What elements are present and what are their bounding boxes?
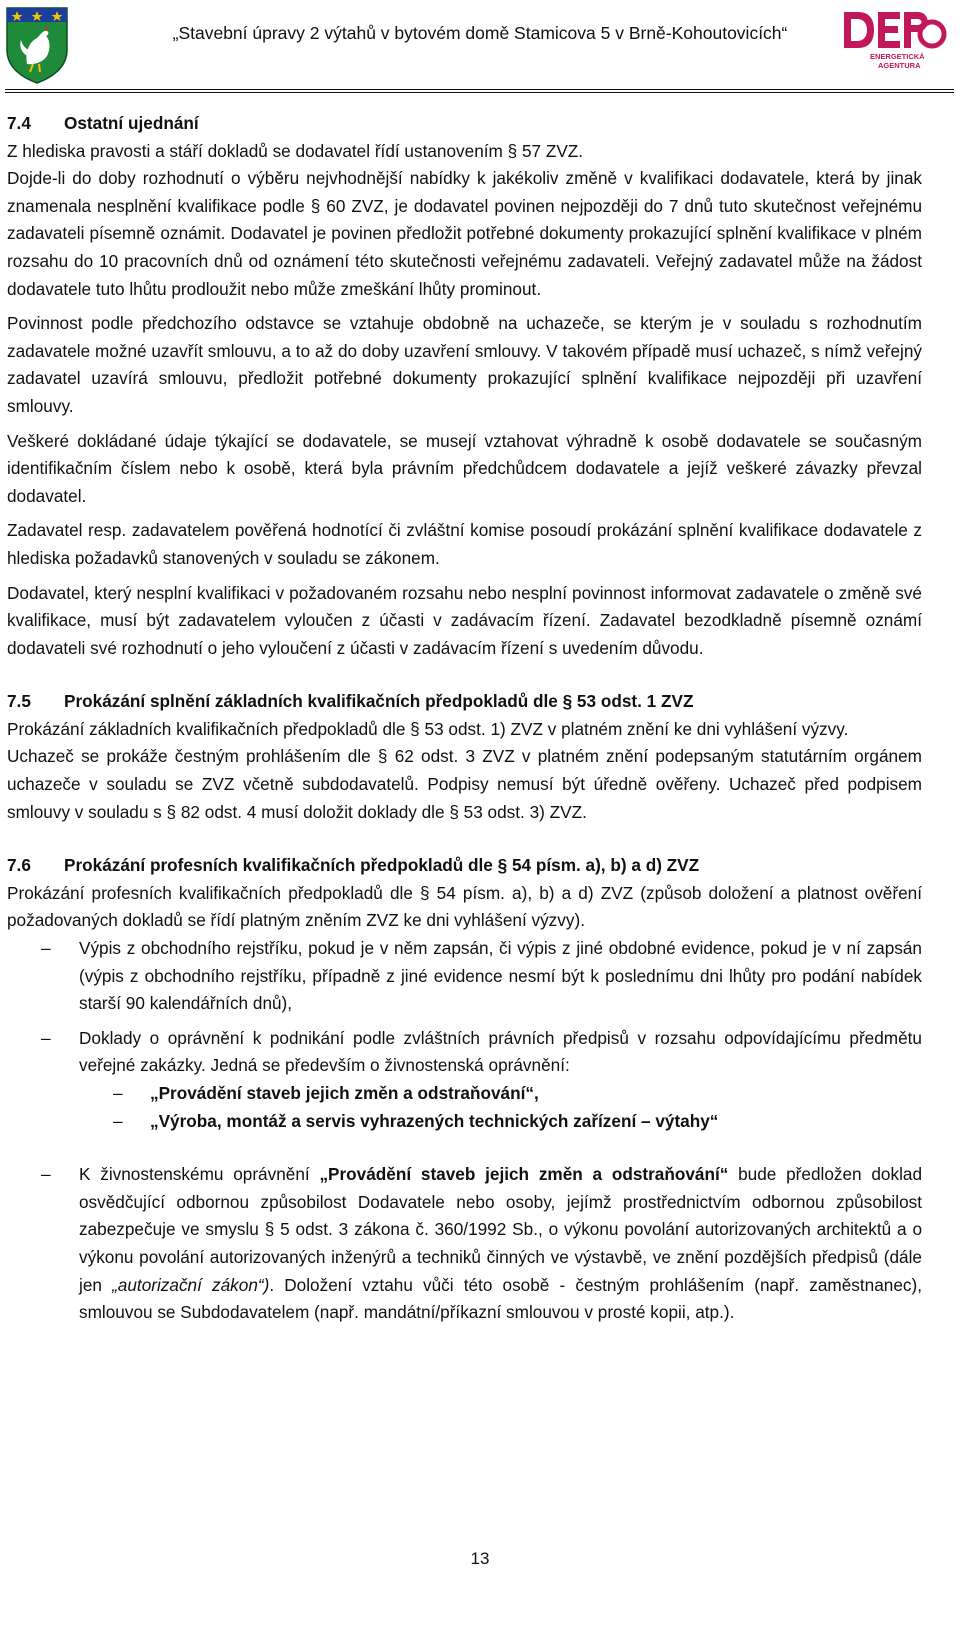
logo-text-line2: AGENTURA (878, 61, 921, 70)
list-item-text-e: . Doložení vztahu vůči této osobě - čestným prohlášením (např. zaměstnanec), smlouvou se Subdodavatelem (např. mandátní/příkazní smlouvou v prosté kopii, atp.). (79, 1274, 922, 1323)
dash-bullet: – (113, 1083, 123, 1103)
paragraph: Veškeré dokládané údaje týkající se dodavatele, se musejí vztahovat výhradně k osobě dodavatele se současným identifikačním číslem nebo k osobě, která byla právním předchůdcem dodavatele a jejíž veškeré závazky převzal dodavatel. (7, 430, 922, 506)
dash-bullet: – (41, 1164, 51, 1185)
sub-list-item (7, 1080, 922, 1108)
section-number: 7.4 (7, 113, 31, 133)
section-number: 7.6 (7, 855, 31, 876)
law-short-name: „autorizační zákon“) (112, 1274, 270, 1295)
section-title: Prokázání profesních kvalifikačních předpokladů dle § 54 písm. a), b) a d) ZVZ (64, 855, 700, 876)
list-item-text-a: K živnostenskému oprávnění (79, 1164, 320, 1185)
sub-list-item (7, 1108, 922, 1136)
list-item (7, 935, 922, 1018)
paragraph: Prokázání profesních kvalifikačních předpokladů dle § 54 písm. a), b) a d) ZVZ (způsob doložení a platnost ověření požadovaných dokladů se řídí platným zněním ZVZ ke dni vyhlášení výzvy). (7, 882, 922, 931)
document-header-title: „Stavební úpravy 2 výtahů v bytovém domě Stamicova 5 v Brně-Kohoutovicích“ (172, 23, 788, 43)
section-heading-7-4 (7, 110, 922, 138)
header-rule (5, 89, 954, 90)
dash-bullet: – (41, 1027, 51, 1048)
paragraph: Prokázání základních kvalifikačních předpokladů dle § 53 odst. 1) ZVZ v platném znění ke dni vyhlášení výzvy. (7, 718, 849, 739)
list-item-text: Výpis z obchodního rejstříku, pokud je v něm zapsán, či výpis z jiné obdobné evidence, pokud je v ní zapsán (výpis z obchodního rejstříku, případně z jiné evidence nesmí být k poslednímu dni lhůty pro podání nabídek starší 90 kalendářních dnů), (79, 938, 922, 1014)
trade-license-name: „Provádění staveb jejich změn a odstraňování“ (319, 1164, 729, 1185)
sub-list-item-text: „Výroba, montáž a servis vyhrazených technických zařízení – výtahy“ (150, 1110, 719, 1131)
logo-text-line1: ENERGETICKÁ (870, 52, 925, 61)
paragraph: Povinnost podle předchozího odstavce se vztahuje obdobně na uchazeče, se kterým je v souladu s rozhodnutím zadavatele možné uzavřít smlouvu, a to až do doby uzavření smlouvy. V takovém případě musí uchazeč, s nímž veřejný zadavatel uzavírá smlouvu, předložit potřebné dokumenty prokazující splnění kvalifikace nejpozději při uzavření smlouvy. (7, 313, 922, 416)
dash-bullet: – (41, 938, 51, 959)
section-title: Prokázání splnění základních kvalifikačních předpokladů dle § 53 odst. 1 ZVZ (64, 691, 694, 712)
list-item-text-c: bude předložen doklad osvědčující odbornou způsobilost Dodavatele nebo osoby, jejímž prostřednictvím odbornou způsobilost zabezpečuje ve smyslu § 5 odst. 3 zákona č. 360/1992 Sb., o výkonu povolání autorizovaných architektů a o výkonu povolání autorizovaných inženýrů a techniků činných ve výstavbě, ve znění pozdějších předpisů (dále jen (79, 1164, 922, 1295)
section-number: 7.5 (7, 691, 31, 712)
dash-bullet: – (113, 1110, 123, 1131)
section-heading-7-5 (7, 688, 922, 716)
paragraph: Z hlediska pravosti a stáří dokladů se dodavatel řídí ustanovením § 57 ZVZ. (7, 140, 584, 161)
page-header (0, 0, 960, 92)
sub-list-item-text: „Provádění staveb jejich změn a odstraňování“, (150, 1083, 539, 1103)
paragraph: Uchazeč se prokáže čestným prohlášením dle § 62 odst. 3 ZVZ v platném znění podepsaným statutárním orgánem uchazeče v souladu se ZVZ včetně subdodavatelů. Podpisy nemusí být úředně ověřeny. Uchazeč před podpisem smlouvy v souladu s § 82 odst. 4 musí doložit doklady dle § 53 odst. 3) ZVZ. (7, 746, 922, 822)
section-title: Ostatní ujednání (64, 113, 199, 133)
paragraph: Zadavatel resp. zadavatelem pověřená hodnotící či zvláštní komise posoudí prokázání splnění kvalifikace dodavatele z hlediska požadavků stanovených v souladu se zákonem. (7, 520, 922, 568)
page-number: 13 (470, 1549, 490, 1568)
section-heading-7-6 (7, 852, 922, 880)
paragraph: Dodavatel, který nesplní kvalifikaci v požadovaném rozsahu nebo nesplní povinnost informovat zadavatele o změně své kvalifikace, musí být zadavatelem vyloučen z účasti v zadávacím řízení. Zadavatel bezodkladně písemně oznámí dodavateli své rozhodnutí o jeho vyloučení z účasti v zadávacím řízení s uvedením důvodu. (7, 582, 922, 658)
document-body (7, 110, 922, 1327)
paragraph: Dojde-li do doby rozhodnutí o výběru nejvhodnější nabídky k jakékoliv změně v kvalifikaci dodavatele, která by jinak znamenala nesplnění kvalifikace podle § 60 ZVZ, je dodavatel povinen nejpozději do 7 dnů tuto skutečnost veřejnému zadavateli písemně oznámit. Dodavatel je povinen předložit potřebné dokumenty prokazující splnění kvalifikace v plném rozsahu do 10 pracovních dnů od oznámení této skutečnosti veřejnému zadavateli. Veřejný zadavatel může na žádost dodavatele tuto lhůtu prodloužit nebo může zmeškání lhůty prominout. (7, 168, 922, 299)
header-rule-thin (5, 92, 954, 93)
list-item (7, 1025, 922, 1080)
list-item (7, 1161, 922, 1327)
list-item-text: Doklady o oprávnění k podnikání podle zvláštních právních předpisů v rozsahu odpovídajícímu předmětu veřejné zakázky. Jedná se především o živnostenská oprávnění: (79, 1027, 922, 1076)
energy-agency-logo-icon (840, 4, 950, 74)
